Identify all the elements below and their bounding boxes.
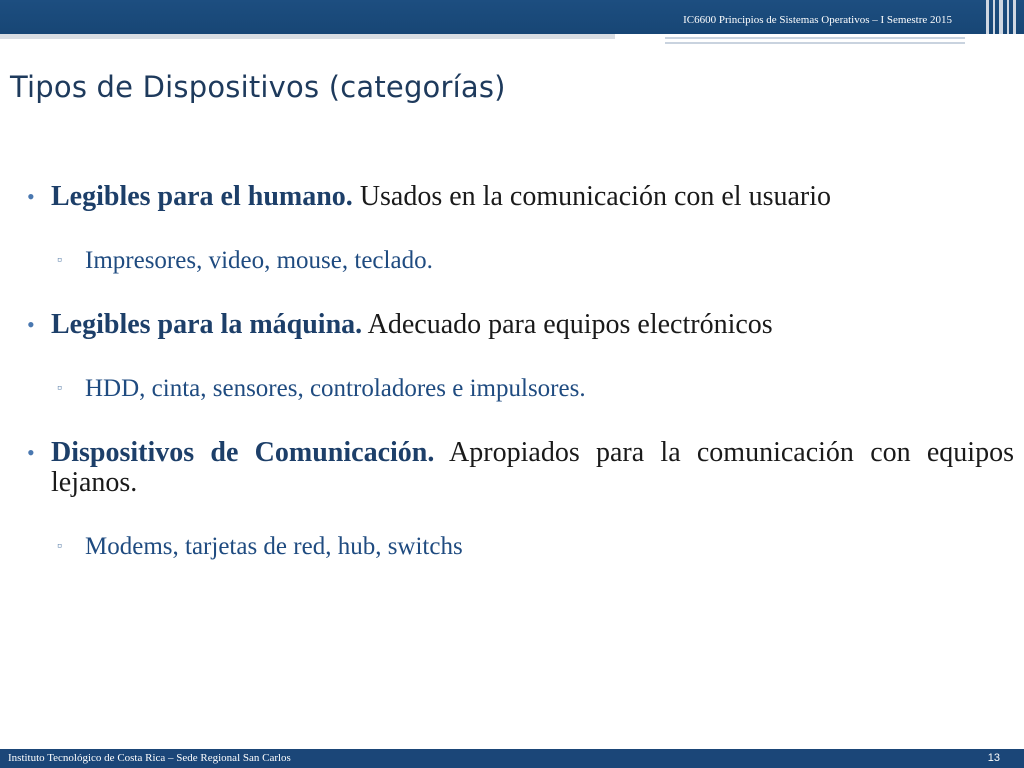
- subbullet-communication-examples: ▫ Modems, tarjetas de red, hub, switchs: [57, 533, 463, 560]
- course-header: IC6600 Principios de Sistemas Operativos – I Semestre 2015: [683, 14, 952, 26]
- bullet-dot-icon: •: [27, 184, 35, 209]
- bullet-human-readable: [27, 182, 1014, 212]
- header-band: [0, 0, 1024, 34]
- footer-band: [0, 749, 1024, 768]
- square-bullet-icon: ▫: [57, 253, 62, 268]
- square-bullet-icon: ▫: [57, 539, 62, 554]
- slide-content: [27, 182, 1014, 562]
- bullet-heading: Legibles para la máquina.: [51, 309, 363, 340]
- bullet-machine-readable: [27, 310, 1014, 340]
- bullet-text: Adecuado para equipos electrónicos: [362, 309, 773, 340]
- slide-title: Tipos de Dispositivos (categorías): [10, 70, 506, 104]
- header-underline: [0, 34, 615, 39]
- header-rule-1: [665, 37, 965, 39]
- bullet-communication: [27, 438, 1014, 498]
- bullet-heading: Legibles para el humano.: [51, 181, 353, 212]
- institution-footer: Instituto Tecnológico de Costa Rica – Sede Regional San Carlos: [8, 752, 291, 764]
- bullet-dot-icon: •: [27, 440, 35, 465]
- bullet-text: Usados en la comunicación con el usuario: [352, 181, 831, 212]
- header-rule-2: [665, 42, 965, 44]
- subbullet-machine-examples: ▫ HDD, cinta, sensores, controladores e impulsores.: [57, 375, 586, 402]
- bullet-heading: Dispositivos de Comunicación.: [51, 437, 435, 468]
- page-number: 13: [987, 752, 1000, 764]
- corner-decoration: [984, 0, 1024, 34]
- subbullet-human-examples: ▫ Impresores, video, mouse, teclado.: [57, 247, 433, 274]
- bullet-dot-icon: •: [27, 312, 35, 337]
- square-bullet-icon: ▫: [57, 381, 62, 396]
- bullet-text: Apropiados para la comunicación con equipos lejanos.: [51, 437, 1014, 498]
